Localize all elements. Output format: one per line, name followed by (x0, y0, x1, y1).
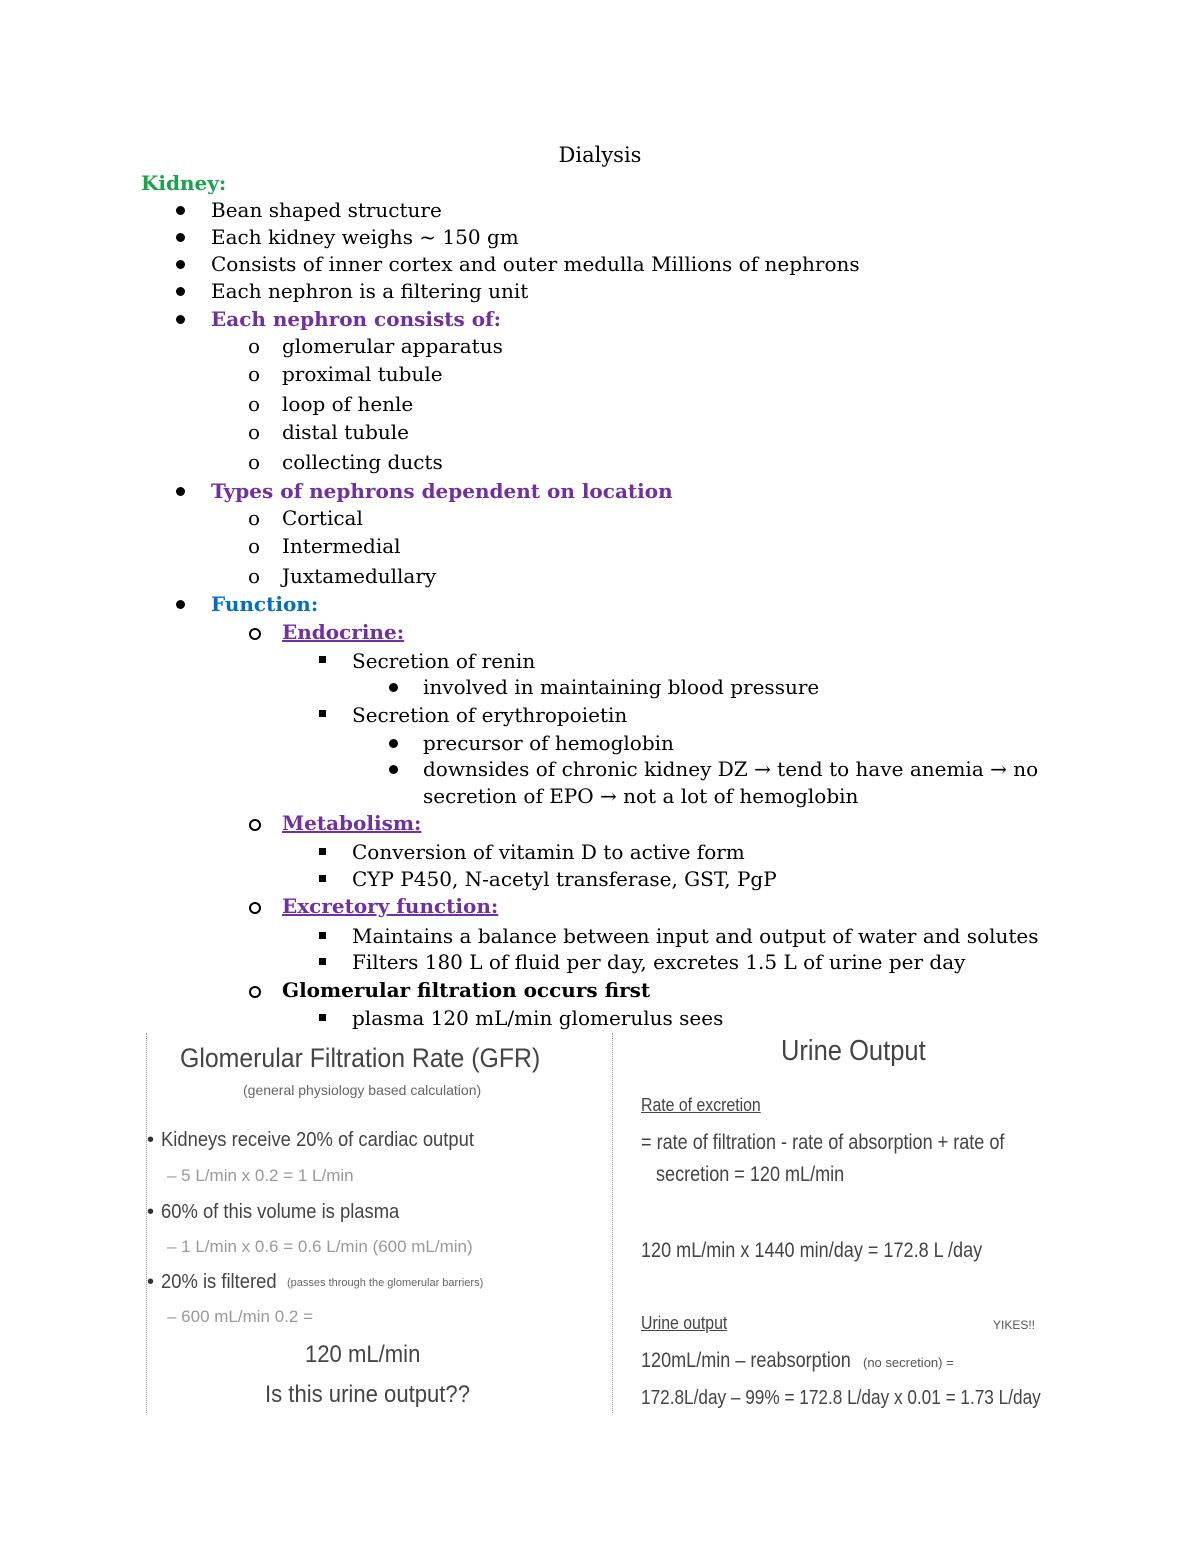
bullet-square (319, 656, 326, 663)
bullet-dot (176, 315, 185, 324)
gfr-bullet-3: 20% is filtered (161, 1271, 277, 1293)
list-item: downsides of chronic kidney DZ → tend to have anemia → no (423, 757, 1039, 781)
bullet-dot (389, 683, 398, 692)
list-item: Cortical (282, 506, 363, 530)
bullet-o: o (248, 534, 261, 558)
list-item: Filters 180 L of fluid per day, excretes 1.5 L of urine per day (352, 950, 966, 974)
bullet-dot: • (147, 1129, 155, 1151)
bullet-o: o (248, 362, 261, 386)
list-item: Secretion of erythropoietin (352, 703, 628, 727)
bullet-square (319, 932, 326, 939)
page-title: Dialysis (558, 143, 642, 167)
gfr-result: 120 mL/min (305, 1341, 421, 1368)
bullet-o: o (248, 564, 261, 588)
bullet-dot (176, 487, 185, 496)
gfr-bullet-1: Kidneys receive 20% of cardiac output (161, 1129, 474, 1151)
list-item: Intermedial (282, 534, 401, 558)
output-note: (no secretion) = (863, 1355, 954, 1370)
list-item: Each nephron is a filtering unit (211, 279, 529, 303)
bullet-dot (176, 260, 185, 269)
list-item-continuation: secretion of EPO → not a lot of hemoglobin (423, 784, 859, 808)
list-item: involved in maintaining blood pressure (423, 675, 820, 699)
list-item: distal tubule (282, 420, 410, 444)
gfr-bullet-3-note: (passes through the glomerular barriers) (287, 1277, 484, 1289)
rate-line-2: secretion = 120 mL/min (656, 1163, 845, 1186)
list-item: Bean shaped structure (211, 198, 442, 222)
excretory-heading: Excretory function: (282, 894, 499, 918)
bullet-o: o (248, 506, 261, 530)
urine-output-slide-image (612, 1033, 1059, 1413)
glomerular-heading: Glomerular filtration occurs first (282, 978, 651, 1002)
yikes-note: YIKES!! (993, 1318, 1036, 1332)
bullet-o: o (248, 392, 261, 416)
bullet-dot: • (147, 1201, 155, 1223)
list-item: Conversion of vitamin D to active form (352, 840, 745, 864)
list-item: Juxtamedullary (282, 564, 437, 588)
bullet-dot (389, 765, 398, 774)
metabolism-heading: Metabolism: (282, 811, 422, 835)
gfr-slide-image (146, 1033, 603, 1413)
bullet-o: o (248, 450, 261, 474)
kidney-heading: Kidney: (141, 171, 227, 195)
gfr-question: Is this urine output?? (265, 1381, 470, 1408)
bullet-square (319, 958, 326, 965)
list-item: glomerular apparatus (282, 334, 503, 358)
endocrine-heading: Endocrine: (282, 620, 405, 644)
list-item: CYP P450, N-acetyl transferase, GST, PgP (352, 867, 777, 891)
gfr-bullet-1-sub: – 5 L/min x 0.2 = 1 L/min (167, 1166, 354, 1185)
gfr-bullet-3-sub: – 600 mL/min 0.2 = (167, 1307, 314, 1326)
function-heading: Function: (211, 592, 319, 616)
bullet-dot (176, 287, 185, 296)
bullet-circle (249, 986, 261, 998)
list-item: proximal tubule (282, 362, 443, 386)
list-item: Each kidney weighs ~ 150 gm (211, 225, 519, 249)
bullet-dot (389, 739, 398, 748)
list-item: plasma 120 mL/min glomerulus sees (352, 1006, 724, 1030)
list-item: Maintains a balance between input and output of water and solutes (352, 924, 1039, 948)
output-line-2: 172.8L/day – 99% = 172.8 L/day x 0.01 = 1.73 L/day (641, 1387, 1041, 1409)
bullet-dot (176, 233, 185, 242)
types-heading: Types of nephrons dependent on location (211, 479, 673, 503)
bullet-dot: • (147, 1271, 155, 1293)
bullet-circle (249, 628, 261, 640)
gfr-slide-subtitle: (general physiology based calculation) (243, 1082, 482, 1098)
gfr-slide-title: Glomerular Filtration Rate (GFR) (180, 1043, 541, 1073)
list-item: Secretion of renin (352, 649, 536, 673)
list-item: loop of henle (282, 392, 414, 416)
bullet-dot (176, 206, 185, 215)
bullet-circle (249, 902, 261, 914)
bullet-circle (249, 819, 261, 831)
list-item: Consists of inner cortex and outer medulla Millions of nephrons (211, 252, 860, 276)
rate-of-excretion-label: Rate of excretion (641, 1095, 761, 1115)
bullet-square (319, 875, 326, 882)
output-line-1: 120mL/min – reabsorption (641, 1349, 851, 1372)
bullet-square (319, 1014, 326, 1021)
list-item: precursor of hemoglobin (423, 731, 674, 755)
list-item: collecting ducts (282, 450, 443, 474)
gfr-bullet-2-sub: – 1 L/min x 0.6 = 0.6 L/min (600 mL/min) (167, 1237, 473, 1256)
bullet-o: o (248, 420, 261, 444)
urine-slide-title: Urine Output (781, 1035, 926, 1067)
bullet-dot (176, 600, 185, 609)
bullet-o: o (248, 334, 261, 358)
bullet-square (319, 848, 326, 855)
nephron-heading: Each nephron consists of: (211, 307, 502, 331)
bullet-square (319, 710, 326, 717)
rate-line-1: = rate of filtration - rate of absorption + rate of (641, 1131, 1005, 1154)
urine-output-label: Urine output (641, 1313, 728, 1333)
gfr-bullet-2: 60% of this volume is plasma (161, 1201, 400, 1223)
daily-calc: 120 mL/min x 1440 min/day = 172.8 L /day (641, 1239, 983, 1262)
